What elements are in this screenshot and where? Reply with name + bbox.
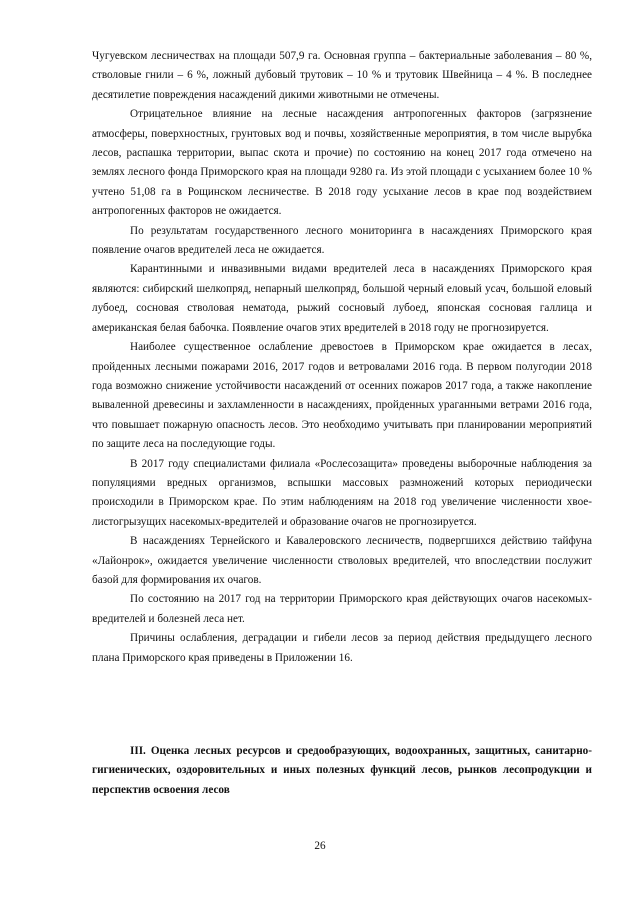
paragraph-rosleszaschita-observations: В 2017 году специалистами филиала «Рослесозащита» проведены выборочные наблюдения за популяциями вредных организмов, вспышки массовых размножений которых периодически происходили в Приморском крае. По этим наблюдениям на 2018 год увеличение численности хвое-листогрызущих насекомых-вредителей и образование очагов не прогнозируется. <box>92 457 592 528</box>
section-heading: III. Оценка лесных ресурсов и средообразующих, водоохранных, защитных, санитарно-гигиенических, оздоровительных и иных полезных функций лесов, рынков лесопродукции и перспектив освоения лесов <box>92 745 592 796</box>
paragraph-active-foci: По состоянию на 2017 год на территории Приморского края действующих очагов насекомых-вредителей и болезней леса нет. <box>92 593 592 625</box>
paragraph-quarantine-pests: Карантинными и инвазивными видами вредителей леса в насаждениях Приморского края являются: сибирский шелкопряд, непарный шелкопряд, большой черный еловый усач, большой еловый лубоед, сосновая стволовая нематода, рыжий сосновый лубоед, японская сосновая галлица и американская белая бабочка. Появление очагов этих вредителей в 2018 году не прогнозируется. <box>92 263 592 334</box>
paragraph-continuation: Чугуевском лесничествах на площади 507,9 га. Основная группа – бактериальные заболевания – 80 %, стволовые гнили – 6 %, ложный дубовый трутовик – 10 % и трутовик Швейница – 4 %. В последнее десятилетие повреждения насаждений дикими животными не отмечены. <box>92 50 592 101</box>
body-text <box>92 47 592 668</box>
paragraph-monitoring-results: По результатам государственного лесного мониторинга в насаждениях Приморского края появление очагов вредителей леса не ожидается. <box>92 224 592 257</box>
paragraph-forest-weakening: Наиболее существенное ослабление древостоев в Приморском крае ожидается в лесах, пройденных лесными пожарами 2016, 2017 годов и ветровалами 2016 года. В первом полугодии 2018 года возможно снижение устойчивости насаждений от осенних пожаров 2017 года, а также накопление вываленной древесины и захламленности в насаждениях, пройденных ураганными ветрами 2016 года, что повышает пожарную опасность лесов. Это необходимо учитывать при планировании мероприятий по защите леса на последующие годы. <box>92 341 592 451</box>
page-number: 26 <box>314 840 326 852</box>
paragraph-appendix-reference: Причины ослабления, деградации и гибели лесов за период действия предыдущего лесного плана Приморского края приведены в Приложении 16. <box>92 632 592 664</box>
paragraph-anthropogenic-factors: Отрицательное влияние на лесные насаждения антропогенных факторов (загрязнение атмосферы, поверхностных, грунтовых вод и почвы, хозяйственные мероприятия, в том числе вырубка лесов, распашка территории, выпас скота и прочие) по состоянию на конец 2017 года отмечено на землях лесного фонда Приморского края на площади 9280 га. Из этой площади с усыханием более 10 % учтено 51,08 га в Рощинском лесничестве. В 2018 году усыхание лесов в крае под воздействием антропогенных факторов не ожидается. <box>92 108 592 218</box>
paragraph-typhoon-impact: В насаждениях Тернейского и Кавалеровского лесничеств, подвергшихся действию тайфуна «Лайонрок», ожидается увеличение численности стволовых вредителей, что впоследствии послужит базой для формирования их очагов. <box>92 535 592 586</box>
